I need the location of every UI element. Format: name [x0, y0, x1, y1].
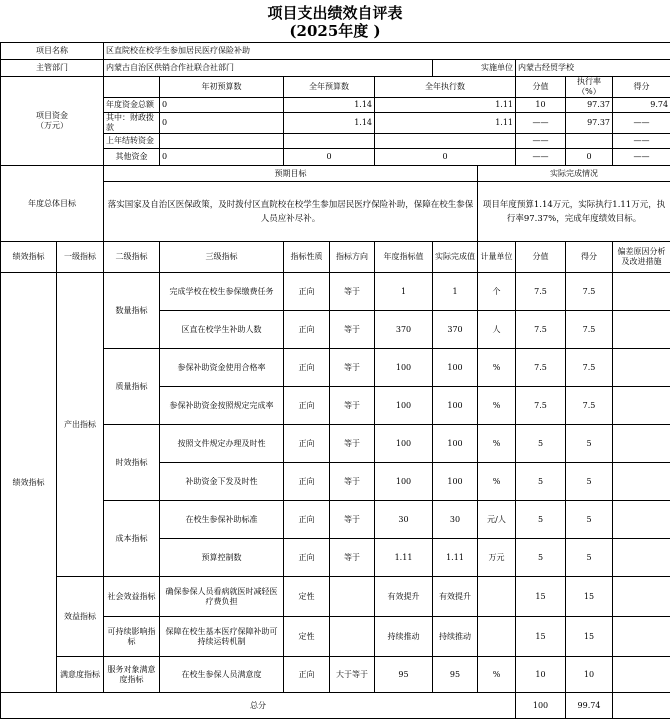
- level2-sustain: 可持续影响指标: [104, 617, 160, 657]
- unit-value: 内蒙古经贸学校: [516, 60, 670, 77]
- indicator-unit: 万元: [478, 539, 516, 577]
- funds-row-rate: 97.37: [566, 113, 613, 134]
- indicator-name: 在校生参保人员满意度: [160, 657, 284, 693]
- goals-actual-header: 实际完成情况: [478, 166, 670, 182]
- col-header: 计量单位: [478, 242, 516, 273]
- indicator-weight: 7.5: [516, 349, 566, 387]
- indicator-actual: 1: [433, 273, 478, 311]
- indicator-target: 持续推动: [375, 617, 433, 657]
- funds-row-executed: 0: [375, 149, 516, 166]
- funds-row-budget: 1.14: [284, 113, 375, 134]
- indicator-direction: 等于: [330, 539, 375, 577]
- total-label: 总分: [1, 693, 516, 719]
- total-note: [613, 693, 670, 719]
- indicator-note: [613, 657, 670, 693]
- indicator-header-row: [1, 242, 670, 273]
- level2-service: 服务对象满意度指标: [104, 657, 160, 693]
- funds-row-initial: 0: [160, 149, 284, 166]
- indicator-nature: 正向: [284, 501, 330, 539]
- level1-output: 产出指标: [57, 273, 104, 577]
- indicator-note: [613, 387, 670, 425]
- funds-row-initial: 0: [160, 98, 284, 113]
- indicator-row: [1, 577, 670, 617]
- indicator-target: 100: [375, 463, 433, 501]
- evaluation-table: [0, 42, 670, 719]
- col-header: 得分: [566, 242, 613, 273]
- indicator-target: 有效提升: [375, 577, 433, 617]
- goals-expected: 落实国家及自治区医保政策，及时拨付区直院校在校学生参加居民医疗保险补助，保障在校生参保人员应补尽补。: [104, 182, 478, 242]
- indicator-actual: 持续推动: [433, 617, 478, 657]
- indicator-target: 30: [375, 501, 433, 539]
- funds-row-budget: 1.14: [284, 98, 375, 113]
- indicator-direction: 等于: [330, 349, 375, 387]
- indicator-score: 7.5: [566, 273, 613, 311]
- funds-header-blank: [104, 77, 160, 98]
- indicator-score: 7.5: [566, 387, 613, 425]
- indicator-name: 在校生参保补助标准: [160, 501, 284, 539]
- indicator-direction: 等于: [330, 501, 375, 539]
- funds-row-initial: 0: [160, 113, 284, 134]
- indicator-note: [613, 617, 670, 657]
- goals-expected-header: 预期目标: [104, 166, 478, 182]
- funds-row-rate: 0: [566, 149, 613, 166]
- project-name-value: 区直院校在校学生参加居民医疗保险补助: [104, 43, 670, 60]
- funds-row-name: 年度资金总额: [104, 98, 160, 113]
- project-name-row: [1, 43, 670, 60]
- indicator-note: [613, 539, 670, 577]
- funds-header-score: 得分: [613, 77, 670, 98]
- indicator-nature: 正向: [284, 425, 330, 463]
- funds-row-rate: [566, 134, 613, 149]
- funds-row-name: 其他资金: [104, 149, 160, 166]
- indicator-direction: 等于: [330, 311, 375, 349]
- indicator-weight: 7.5: [516, 311, 566, 349]
- indicator-unit: 元/人: [478, 501, 516, 539]
- indicator-direction: 等于: [330, 425, 375, 463]
- funds-row-initial: [160, 134, 284, 149]
- funds-row-score: ——: [613, 149, 670, 166]
- indicator-score: 7.5: [566, 349, 613, 387]
- indicator-note: [613, 463, 670, 501]
- unit-label: 实施单位: [433, 60, 516, 77]
- col-header: 三级指标: [160, 242, 284, 273]
- funds-row-score: ——: [613, 113, 670, 134]
- funds-row-executed: 1.11: [375, 98, 516, 113]
- col-header: 年度指标值: [375, 242, 433, 273]
- funds-row-budget: 0: [284, 149, 375, 166]
- indicator-target: 100: [375, 387, 433, 425]
- level2-social: 社会效益指标: [104, 577, 160, 617]
- indicator-unit: 个: [478, 273, 516, 311]
- indicator-weight: 5: [516, 501, 566, 539]
- indicator-name: 保障在校生基本医疗保障补助可持续运转机制: [160, 617, 284, 657]
- indicator-name: 按照文件规定办理及时性: [160, 425, 284, 463]
- col-header: 一级指标: [57, 242, 104, 273]
- indicator-direction: [330, 577, 375, 617]
- indicator-target: 100: [375, 349, 433, 387]
- indicator-weight: 10: [516, 657, 566, 693]
- indicator-name: 确保参保人员看病就医时减轻医疗费负担: [160, 577, 284, 617]
- col-header: 实际完成值: [433, 242, 478, 273]
- funds-row-name: 其中：财政拨款: [104, 113, 160, 134]
- funds-header-rate: 执行率（%）: [566, 77, 613, 98]
- indicator-direction: 等于: [330, 273, 375, 311]
- indicator-nature: 正向: [284, 387, 330, 425]
- indicator-unit: %: [478, 657, 516, 693]
- goals-label: 年度总体目标: [1, 166, 104, 242]
- indicator-score: 15: [566, 577, 613, 617]
- funds-row-executed: [375, 134, 516, 149]
- indicator-row: [1, 657, 670, 693]
- goals-actual: 项目年度预算1.14万元，实际执行1.11万元，执行率97.37%，完成年度绩效目标。: [478, 182, 670, 242]
- total-row: [1, 693, 670, 719]
- indicator-unit: [478, 577, 516, 617]
- indicator-score: 5: [566, 501, 613, 539]
- indicator-nature: 正向: [284, 349, 330, 387]
- level1-perf: 绩效指标: [1, 273, 57, 693]
- indicator-actual: 100: [433, 463, 478, 501]
- level2-quality: 质量指标: [104, 349, 160, 425]
- funds-header-row: [1, 77, 670, 98]
- indicator-target: 100: [375, 425, 433, 463]
- indicator-weight: 5: [516, 539, 566, 577]
- indicator-name: 完成学校在校生参保缴费任务: [160, 273, 284, 311]
- indicator-note: [613, 273, 670, 311]
- dept-label: 主管部门: [1, 60, 104, 77]
- col-header: 偏差原因分析及改进措施: [613, 242, 670, 273]
- funds-header-budget: 全年预算数: [284, 77, 375, 98]
- indicator-unit: 人: [478, 311, 516, 349]
- indicator-direction: 大于等于: [330, 657, 375, 693]
- indicator-score: 10: [566, 657, 613, 693]
- funds-row-score-value: 10: [516, 98, 566, 113]
- indicator-note: [613, 577, 670, 617]
- funds-row-score: ——: [613, 134, 670, 149]
- indicator-nature: 正向: [284, 539, 330, 577]
- funds-row-score-value: ——: [516, 113, 566, 134]
- indicator-actual: 370: [433, 311, 478, 349]
- indicator-note: [613, 311, 670, 349]
- funds-row-score-value: ——: [516, 134, 566, 149]
- indicator-actual: 30: [433, 501, 478, 539]
- total-score: 99.74: [566, 693, 613, 719]
- indicator-name: 区直在校学生补助人数: [160, 311, 284, 349]
- funds-label: 项目资金 （万元）: [1, 77, 104, 166]
- indicator-actual: 95: [433, 657, 478, 693]
- indicator-weight: 5: [516, 425, 566, 463]
- level2-cost: 成本指标: [104, 501, 160, 577]
- indicator-unit: %: [478, 463, 516, 501]
- col-header: 绩效指标: [1, 242, 57, 273]
- indicator-note: [613, 425, 670, 463]
- col-header: 分值: [516, 242, 566, 273]
- funds-header-initial: 年初预算数: [160, 77, 284, 98]
- funds-row-name: 上年结转资金: [104, 134, 160, 149]
- indicator-nature: 定性: [284, 577, 330, 617]
- indicator-score: 15: [566, 617, 613, 657]
- indicator-unit: [478, 617, 516, 657]
- total-weight: 100: [516, 693, 566, 719]
- indicator-nature: 正向: [284, 311, 330, 349]
- indicator-row: [1, 273, 670, 311]
- col-header: 二级指标: [104, 242, 160, 273]
- indicator-nature: 正向: [284, 463, 330, 501]
- indicator-note: [613, 501, 670, 539]
- level2-quantity: 数量指标: [104, 273, 160, 349]
- indicator-score: 5: [566, 463, 613, 501]
- indicator-score: 5: [566, 539, 613, 577]
- indicator-target: 95: [375, 657, 433, 693]
- funds-header-score-value: 分值: [516, 77, 566, 98]
- indicator-unit: %: [478, 349, 516, 387]
- indicator-name: 补助资金下发及时性: [160, 463, 284, 501]
- indicator-target: 1.11: [375, 539, 433, 577]
- indicator-actual: 100: [433, 387, 478, 425]
- indicator-note: [613, 349, 670, 387]
- indicator-weight: 7.5: [516, 273, 566, 311]
- page-title: 项目支出绩效自评表: [0, 0, 670, 22]
- funds-row-executed: 1.11: [375, 113, 516, 134]
- funds-row-budget: [284, 134, 375, 149]
- indicator-name: 参保补助资金按照规定完成率: [160, 387, 284, 425]
- col-header: 指标方向: [330, 242, 375, 273]
- indicator-score: 5: [566, 425, 613, 463]
- indicator-nature: 正向: [284, 657, 330, 693]
- level1-effect: 效益指标: [57, 577, 104, 657]
- indicator-weight: 15: [516, 617, 566, 657]
- funds-row-score-value: ——: [516, 149, 566, 166]
- indicator-weight: 5: [516, 463, 566, 501]
- indicator-unit: %: [478, 387, 516, 425]
- indicator-target: 1: [375, 273, 433, 311]
- indicator-actual: 有效提升: [433, 577, 478, 617]
- indicator-nature: 定性: [284, 617, 330, 657]
- indicator-name: 预算控制数: [160, 539, 284, 577]
- indicator-weight: 7.5: [516, 387, 566, 425]
- goals-header-row: [1, 166, 670, 182]
- funds-row-score: 9.74: [613, 98, 670, 113]
- indicator-target: 370: [375, 311, 433, 349]
- project-name-label: 项目名称: [1, 43, 104, 60]
- dept-row: [1, 60, 670, 77]
- indicator-actual: 1.11: [433, 539, 478, 577]
- funds-row-rate: 97.37: [566, 98, 613, 113]
- level2-timeliness: 时效指标: [104, 425, 160, 501]
- indicator-direction: [330, 617, 375, 657]
- indicator-direction: 等于: [330, 387, 375, 425]
- funds-header-executed: 全年执行数: [375, 77, 516, 98]
- indicator-weight: 15: [516, 577, 566, 617]
- indicator-nature: 正向: [284, 273, 330, 311]
- dept-value: 内蒙古自治区供销合作社联合社部门: [104, 60, 433, 77]
- col-header: 指标性质: [284, 242, 330, 273]
- indicator-unit: %: [478, 425, 516, 463]
- indicator-actual: 100: [433, 425, 478, 463]
- indicator-score: 7.5: [566, 311, 613, 349]
- indicator-direction: 等于: [330, 463, 375, 501]
- page-subtitle: (2025年度 ): [0, 22, 670, 40]
- indicator-name: 参保补助资金使用合格率: [160, 349, 284, 387]
- level1-satisfaction: 满意度指标: [57, 657, 104, 693]
- indicator-actual: 100: [433, 349, 478, 387]
